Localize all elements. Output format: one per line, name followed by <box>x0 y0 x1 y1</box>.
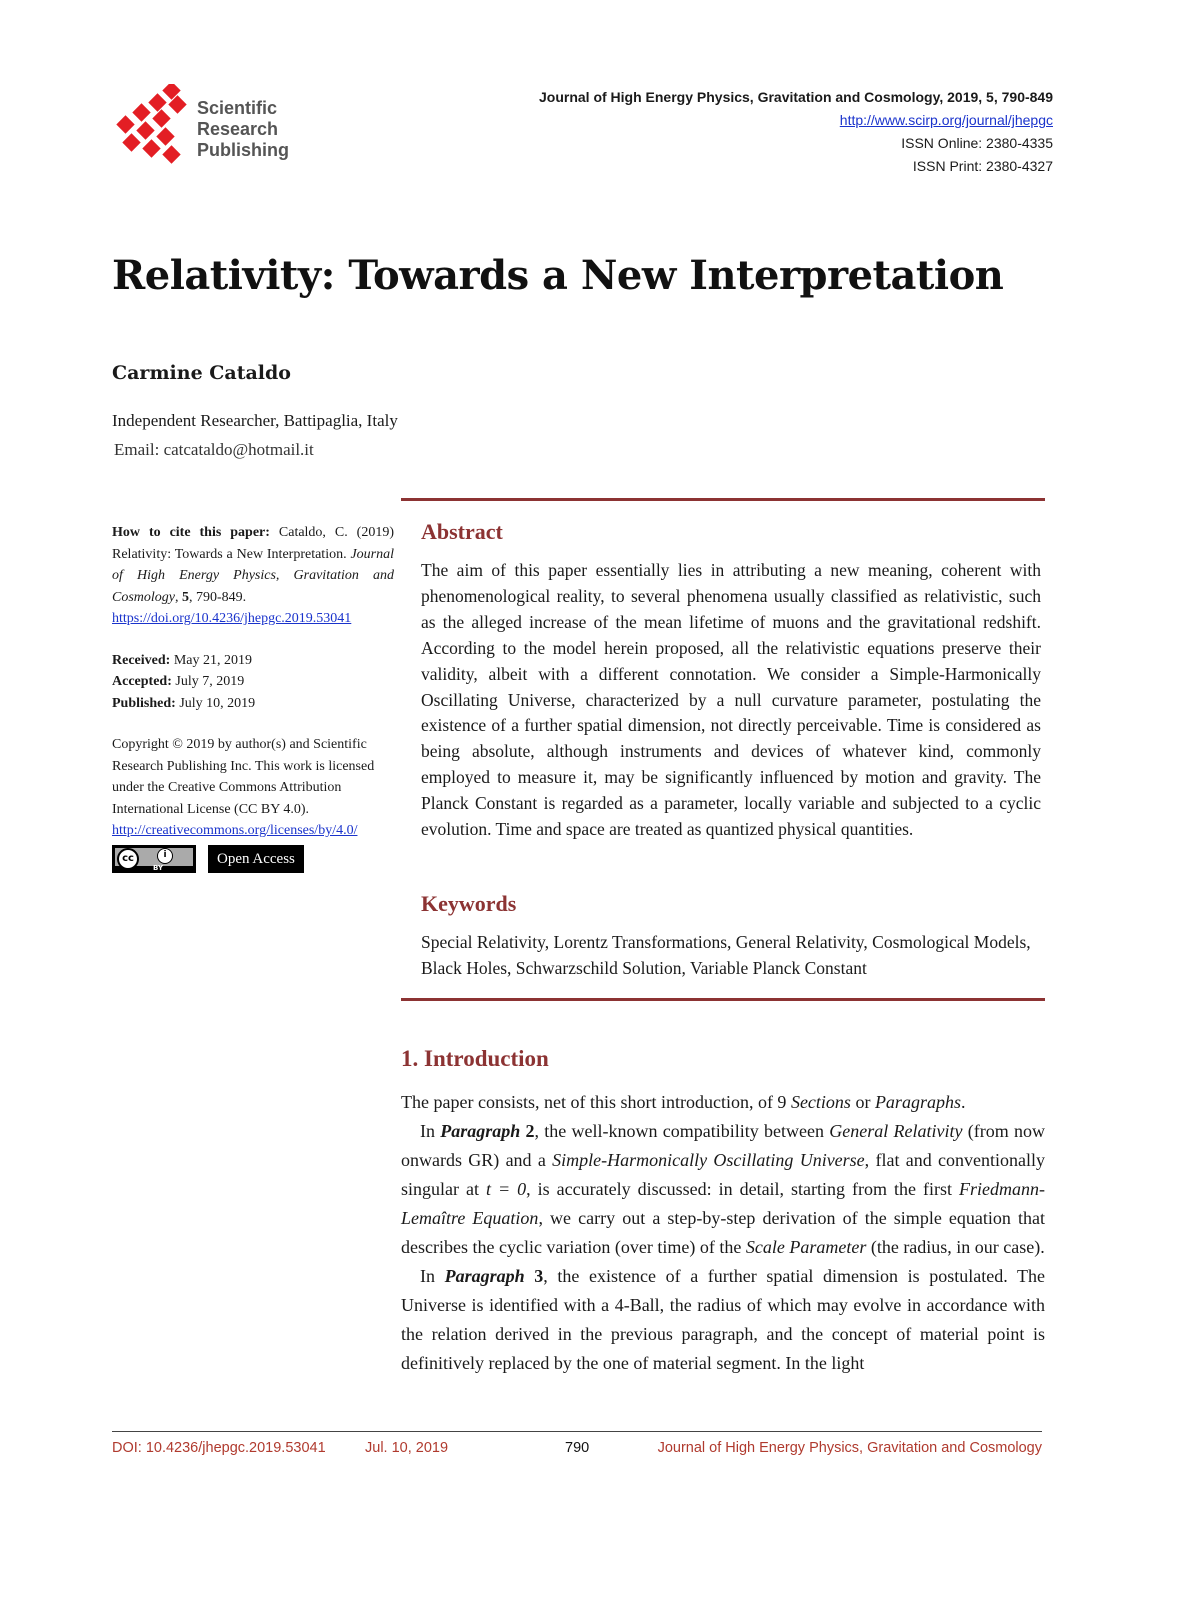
received-date: May 21, 2019 <box>173 652 252 668</box>
citation-volume: 5 <box>182 589 189 605</box>
accepted-date: July 7, 2019 <box>175 674 245 689</box>
citation-journal: Journal of High Energy Physics, Gravitation and Cosmology <box>112 546 395 605</box>
issn-print: ISSN Print: 2380-4327 <box>912 158 1053 174</box>
cc-by-label: BY <box>153 863 164 872</box>
published-label: Published: <box>112 695 176 711</box>
license-badges <box>112 845 394 873</box>
introduction-heading: 1. Introduction <box>401 1046 549 1071</box>
publisher-logo <box>115 84 315 174</box>
intro-paragraph-1: The paper consists, net of this short introduction, of 9 Sections or Paragraphs. <box>401 1092 966 1112</box>
math-t-equals-zero: t = 0 <box>485 1179 527 1199</box>
accepted-label: Accepted: <box>112 674 172 689</box>
citation-doi-link[interactable]: https://doi.org/10.4236/jhepgc.2019.53041 <box>112 611 352 626</box>
copyright-notice: Copyright © 2019 by author(s) and Scientific Research Publishing Inc. This work is licensed under the Creative Commons Attribution International License (CC BY 4.0). <box>112 737 375 817</box>
author-email: Email: catcataldo@hotmail.it <box>114 440 314 459</box>
received-label: Received: <box>112 652 171 668</box>
person-icon: i <box>157 848 173 864</box>
abstract-text: The aim of this paper essentially lies in attributing a new meaning, coherent with phenomenological reality, to several phenomena usually classified as relativistic, such as the alleged increase of the mean lifetime of muons and the gravitational redshift. According to the model herein proposed, all the relativistic equations preserve their validity, albeit with a different connotation. We consider a Simple-Harmonically Oscillating Universe, characterized by a null curvature parameter, postulating the existence of a further spatial dimension, not directly perceivable. Time is considered as being absolute, although instruments and devices of whatever kind, commonly employed to measure it, may be significantly influenced by motion and gravity. The Planck Constant is regarded as a parameter, locally variable and subjected to a cyclic evolution. Time and space are treated as quantized physical quantities. <box>421 560 1041 840</box>
author-name: Carmine Cataldo <box>112 362 291 384</box>
journal-url-link[interactable]: http://www.scirp.org/journal/jhepgc <box>839 112 1053 128</box>
publisher-name-line3: Publishing <box>197 140 289 160</box>
publisher-logo-mark <box>115 84 195 174</box>
published-date: July 10, 2019 <box>179 695 256 711</box>
introduction-body <box>401 1088 1045 1378</box>
citation-label: How to cite this paper: <box>112 525 270 540</box>
citation-text: Cataldo, C. (2019) Relativity: Towards a New Interpretation. <box>112 525 395 562</box>
open-access-badge: Open Access <box>208 845 304 873</box>
footer-rule <box>112 1431 1042 1432</box>
keywords-bottom-rule <box>401 998 1045 1001</box>
intro-paragraph-3: In Paragraph 3, the existence of a further spatial dimension is postulated. The Universe is identified with a 4-Ball, the radius of which may evolve in accordance with the relation derived in the previous paragraph, and the concept of material point is definitively replaced by the one of material segment. In the light <box>401 1266 1046 1373</box>
citation-pages: , 790-849. <box>189 589 247 605</box>
journal-citation: Journal of High Energy Physics, Gravitation and Cosmology, 2019, 5, 790-849 <box>538 89 1053 105</box>
page-footer <box>112 1440 1042 1462</box>
keywords-text: Special Relativity, Lorentz Transformations, General Relativity, Cosmological Models, Black Holes, Schwarzschild Solution, Variable Planck Constant <box>421 932 1031 978</box>
publisher-name-line2: Research <box>197 119 279 139</box>
dates-block <box>112 650 394 715</box>
footer-date: Jul. 10, 2019 <box>365 1440 449 1456</box>
issn-online: ISSN Online: 2380-4335 <box>901 135 1053 151</box>
publisher-name-line1: Scientific <box>197 98 278 118</box>
paper-title: Relativity: Towards a New Interpretation <box>112 252 1004 299</box>
publisher-name <box>197 98 289 161</box>
footer-page-number: 790 <box>565 1440 590 1456</box>
keywords-heading: Keywords <box>421 891 517 916</box>
abstract-heading: Abstract <box>421 519 503 544</box>
intro-paragraph-2: In Paragraph 2, the well-known compatibility between General Relativity (from now onwards GR) and a Simple-Harmonically Oscillating Universe, flat and conventionally singular at t = 0, is accurately discussed: in detail, starting from the first Friedmann-Lemaître Equation, we carry out a step-by-step derivation of the simple equation that describes the cyclic variation (over time) of the Scale Parameter (the radius, in our case). <box>401 1121 1046 1257</box>
footer-doi: DOI: 10.4236/jhepgc.2019.53041 <box>112 1440 326 1456</box>
journal-info <box>539 86 1053 178</box>
citation-block: How to cite this paper: Cataldo, C. (2019) Relativity: Towards a New Interpretation. Journal of High Energy Physics, Gravitation and Cosmology, 5, 790-849. https://doi.org/10.4236/jhepgc.2019.53041 <box>112 525 395 626</box>
abstract-top-rule <box>401 498 1045 501</box>
author-affiliation: Independent Researcher, Battipaglia, Italy <box>112 411 398 430</box>
cc-icon: cc <box>117 848 139 870</box>
footer-journal-name: Journal of High Energy Physics, Gravitation and Cosmology <box>657 1440 1042 1456</box>
cc-by-badge[interactable] <box>112 845 196 873</box>
article-info-sidebar <box>112 522 394 873</box>
license-link[interactable]: http://creativecommons.org/licenses/by/4.0/ <box>112 823 358 838</box>
